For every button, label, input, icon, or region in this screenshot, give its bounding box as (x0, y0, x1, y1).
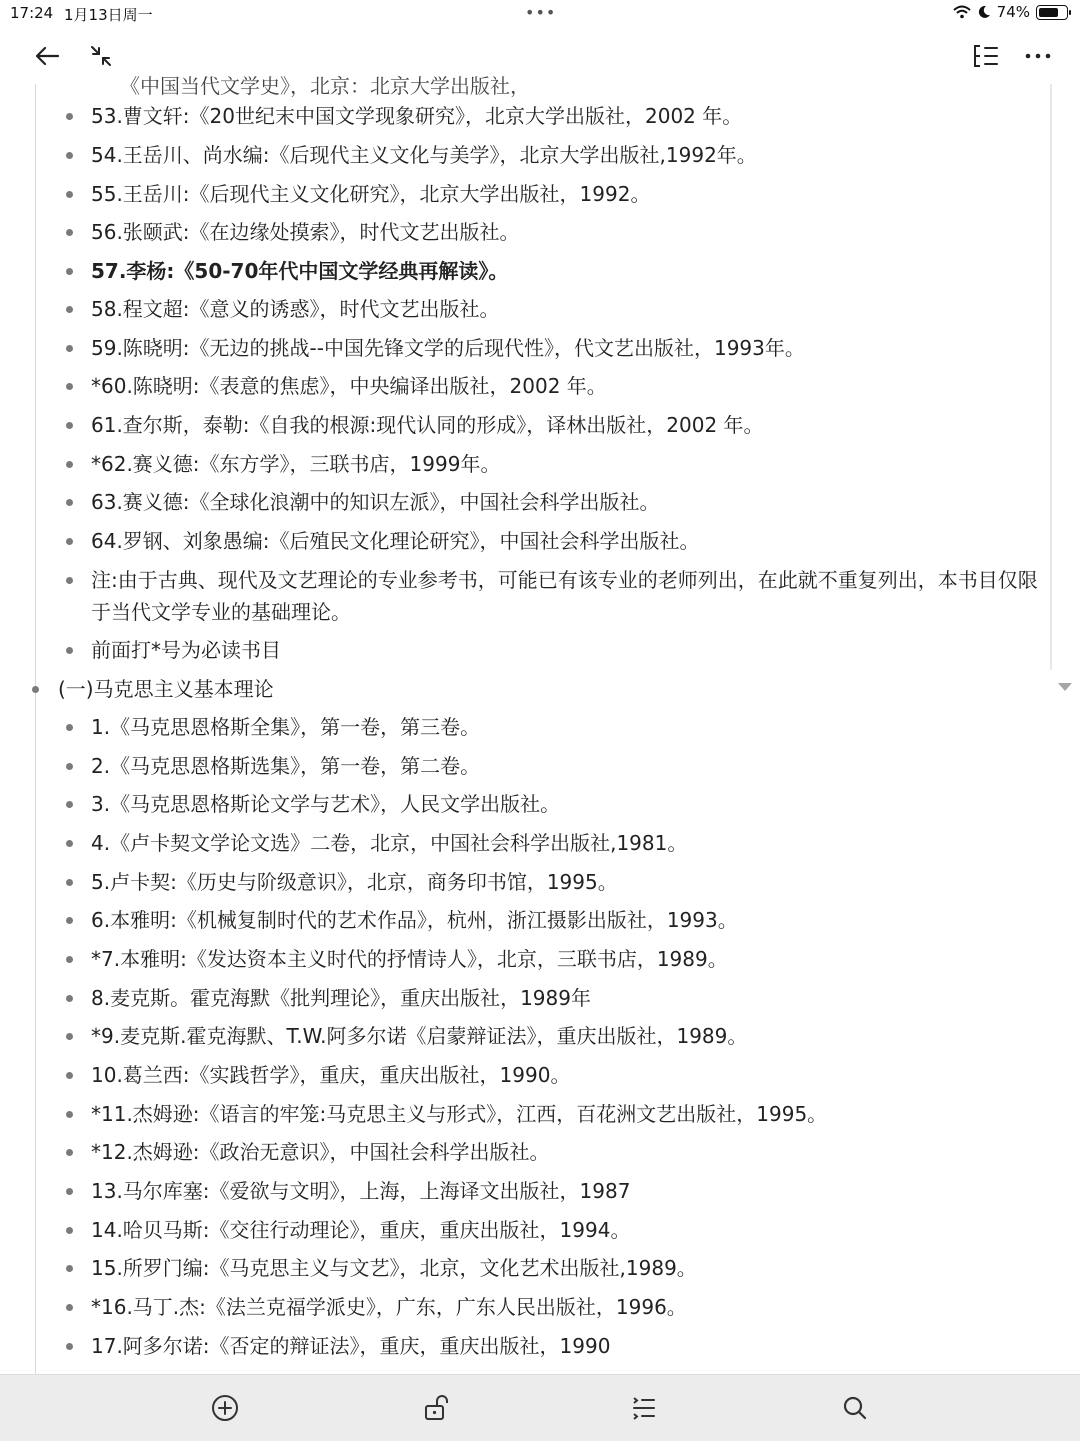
bullet (66, 461, 73, 468)
item-text: 56.张颐武:《在边缘处摸索》，时代文艺出版社。 (91, 220, 520, 244)
item-text: 5.卢卡契:《历史与阶级意识》，北京，商务印书馆，1995。 (91, 870, 618, 894)
item-text: 4.《卢卡契文学论文选》二卷，北京，中国社会科学出版社,1981。 (91, 831, 688, 855)
bullet (66, 268, 73, 275)
unlock-icon (423, 1394, 449, 1422)
outline-button[interactable] (966, 36, 1006, 76)
bullet (66, 1227, 73, 1234)
section-title: (一)马克思主义基本理论 (58, 677, 274, 701)
bullet (66, 801, 73, 808)
list-item[interactable] (91, 448, 1041, 480)
bullet (66, 1149, 73, 1156)
list-item[interactable] (91, 943, 1041, 975)
list-item[interactable] (91, 1136, 1041, 1168)
item-text: 59.陈晓明:《无边的挑战--中国先锋文学的后现代性》，代文艺出版社，1993年。 (91, 336, 805, 360)
bullet (66, 499, 73, 506)
bullet (66, 1033, 73, 1040)
item-text: 注:由于古典、现代及文艺理论的专业参考书，可能已有该专业的老师列出，在此就不重复列出，本书目仅限于当代文学专业的基础理论。 (91, 568, 1038, 624)
more-icon (1025, 52, 1051, 60)
collapse-arrows-icon (87, 42, 115, 70)
bullet (66, 152, 73, 159)
list-item[interactable] (91, 634, 1041, 666)
bullet (32, 686, 39, 693)
multitask-dots[interactable]: ••• (525, 3, 557, 22)
item-text: 6.本雅明:《机械复制时代的艺术作品》，杭州，浙江摄影出版社，1993。 (91, 908, 738, 932)
list-format-icon (631, 1395, 657, 1421)
bullet (66, 1072, 73, 1079)
collapse-button[interactable] (81, 36, 121, 76)
bottom-toolbar (0, 1374, 1080, 1441)
scrollbar[interactable] (1050, 84, 1052, 670)
battery-icon (1036, 5, 1068, 20)
bullet (66, 724, 73, 731)
item-text: 2.《马克思恩格斯选集》，第一卷，第二卷。 (91, 754, 481, 778)
bullet (66, 1111, 73, 1118)
bullet (66, 383, 73, 390)
bullet (66, 306, 73, 313)
list-item[interactable] (91, 1330, 1041, 1362)
item-text: 前面打*号为必读书目 (91, 638, 281, 662)
bullet (66, 113, 73, 120)
item-text: 57.李杨:《50-70年代中国文学经典再解读》。 (91, 259, 509, 283)
item-text: 13.马尔库塞:《爱欲与文明》，上海，上海译文出版社，1987 (91, 1179, 631, 1203)
more-button[interactable] (1018, 36, 1058, 76)
list-item[interactable] (91, 1175, 1041, 1207)
list-item[interactable] (91, 139, 1041, 171)
bullet (66, 191, 73, 198)
document-body (0, 74, 1080, 1374)
bullet (66, 577, 73, 584)
status-date: 1月13日周一 (64, 6, 153, 24)
item-text: 15.所罗门编:《马克思主义与文艺》，北京，文化艺术出版社,1989。 (91, 1256, 697, 1280)
item-text: 17.阿多尔诺:《否定的辩证法》，重庆，重庆出版社，1990 (91, 1334, 611, 1358)
item-text: 53.曹文轩:《20世纪末中国文学现象研究》，北京大学出版社，2002 年。 (91, 104, 743, 128)
bullet (66, 1265, 73, 1272)
item-text: *12.杰姆逊:《政治无意识》，中国社会科学出版社。 (91, 1140, 550, 1164)
item-text: *62.赛义德:《东方学》，三联书店，1999年。 (91, 452, 501, 476)
indent-guide (35, 84, 36, 1374)
status-bar (0, 0, 1080, 28)
list-item[interactable] (91, 100, 1041, 132)
bullet (66, 956, 73, 963)
list-item[interactable] (91, 788, 1041, 820)
item-text: *60.陈晓明:《表意的焦虑》，中央编译出版社，2002 年。 (91, 374, 607, 398)
list-item[interactable] (91, 866, 1041, 898)
search-icon (842, 1395, 868, 1421)
status-indicators (953, 3, 1068, 21)
item-text: 10.葛兰西:《实践哲学》，重庆，重庆出版社，1990。 (91, 1063, 571, 1087)
bullet (66, 647, 73, 654)
item-text: 58.程文超:《意义的诱惑》，时代文艺出版社。 (91, 297, 500, 321)
list-item[interactable] (91, 332, 1041, 364)
bullet (66, 229, 73, 236)
item-text: *9.麦克斯.霍克海默、T.W.阿多尔诺《启蒙辩证法》，重庆出版社，1989。 (91, 1024, 748, 1048)
bullet (66, 422, 73, 429)
list-item[interactable] (91, 525, 1041, 557)
list-item[interactable] (91, 1098, 1041, 1130)
list-item[interactable] (91, 370, 1041, 402)
item-text: *16.马丁.杰:《法兰克福学派史》，广东，广东人民出版社，1996。 (91, 1295, 687, 1319)
item-text: 14.哈贝马斯:《交往行动理论》，重庆，重庆出版社，1994。 (91, 1218, 631, 1242)
list-item[interactable] (91, 904, 1041, 936)
item-text: *11.杰姆逊:《语言的牢笼:马克思主义与形式》，江西，百花洲文艺出版社，1995。 (91, 1102, 828, 1126)
cut-off-line: 《中国当代文学史》，北京：北京大学出版社， (120, 74, 530, 98)
item-text: 64.罗钢、刘象愚编:《后殖民文化理论研究》，中国社会科学出版社。 (91, 529, 700, 553)
list-item[interactable] (91, 1020, 1041, 1052)
moon-icon (977, 5, 991, 19)
lock-button[interactable] (416, 1388, 456, 1428)
list-item[interactable] (91, 1291, 1041, 1323)
list-item[interactable] (91, 486, 1041, 518)
bullet (66, 995, 73, 1002)
item-text: 3.《马克思恩格斯论文学与艺术》，人民文学出版社。 (91, 792, 561, 816)
item-text: 54.王岳川、尚水编:《后现代主义文化与美学》，北京大学出版社,1992年。 (91, 143, 757, 167)
list-item[interactable] (91, 1214, 1041, 1246)
section-heading[interactable] (58, 673, 1038, 705)
outline-list-icon (972, 43, 1000, 69)
list-item[interactable] (91, 711, 1041, 743)
format-button[interactable] (624, 1388, 664, 1428)
bullet (66, 879, 73, 886)
status-time: 17:24 (10, 4, 54, 22)
list-item[interactable] (91, 216, 1041, 248)
collapse-toggle-icon[interactable] (1058, 683, 1072, 691)
bullet (66, 1343, 73, 1350)
list-item[interactable] (91, 827, 1041, 859)
item-text: *7.本雅明:《发达资本主义时代的抒情诗人》，北京，三联书店，1989。 (91, 947, 728, 971)
list-item[interactable] (91, 255, 1041, 287)
battery-percent: 74% (996, 3, 1030, 21)
item-text: 63.赛义德:《全球化浪潮中的知识左派》，中国社会科学出版社。 (91, 490, 660, 514)
item-text: 1.《马克思恩格斯全集》，第一卷，第三卷。 (91, 715, 481, 739)
list-item[interactable] (91, 178, 1041, 210)
item-text: 61.查尔斯，泰勒:《自我的根源:现代认同的形成》，译林出版社，2002 年。 (91, 413, 764, 437)
list-item[interactable] (91, 1059, 1041, 1091)
bullet (66, 1188, 73, 1195)
search-button[interactable] (835, 1388, 875, 1428)
list-item[interactable] (91, 982, 1041, 1014)
list-item[interactable] (91, 750, 1041, 782)
bullet (66, 763, 73, 770)
list-item[interactable] (91, 293, 1041, 325)
bullet (66, 917, 73, 924)
back-button[interactable] (27, 36, 67, 76)
bullet (66, 1304, 73, 1311)
bullet (66, 538, 73, 545)
bullet (66, 345, 73, 352)
wifi-icon (953, 5, 971, 19)
bullet (66, 840, 73, 847)
list-item[interactable] (91, 409, 1041, 441)
add-button[interactable] (205, 1388, 245, 1428)
add-circle-icon (211, 1394, 239, 1422)
item-text: 8.麦克斯。霍克海默《批判理论》，重庆出版社，1989年 (91, 986, 591, 1010)
item-text: 55.王岳川:《后现代主义文化研究》，北京大学出版社，1992。 (91, 182, 651, 206)
list-item[interactable] (91, 564, 1041, 628)
list-item[interactable] (91, 1252, 1041, 1284)
back-arrow-icon (34, 45, 60, 67)
